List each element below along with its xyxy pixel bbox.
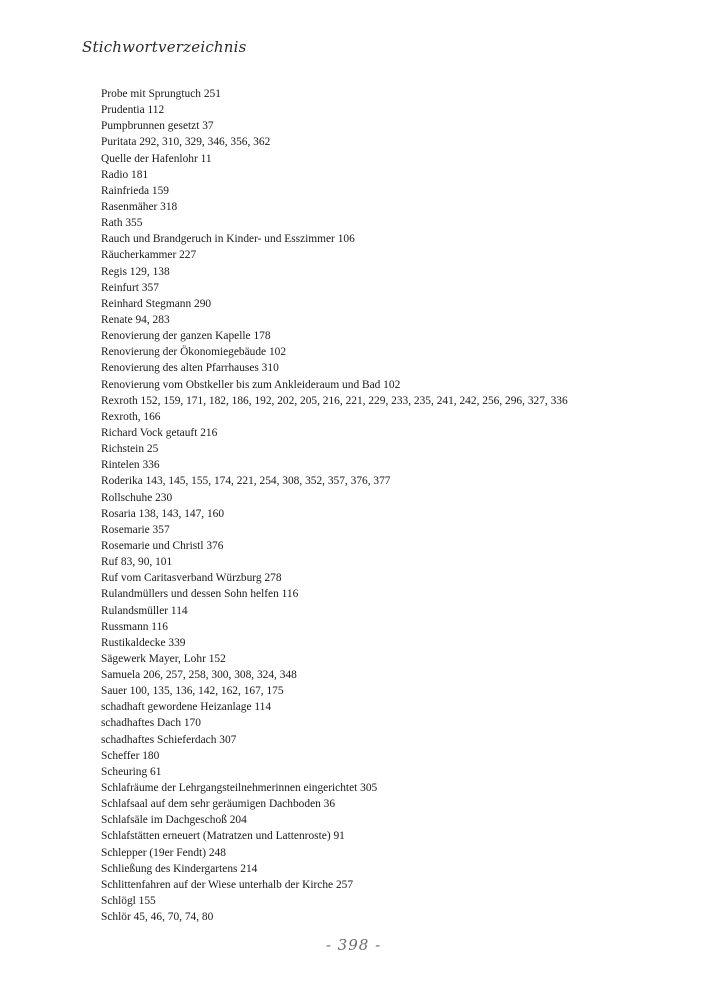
index-entry: Radio 181 [101, 168, 149, 181]
index-entry: Schlögl 155 [101, 895, 156, 908]
index-entry: Schlittenfahren auf der Wiese unterhalb der Kirche 257 [101, 878, 354, 891]
running-head: Stichwortverzeichnis [82, 38, 247, 56]
index-entry: Regis 129, 138 [101, 265, 170, 278]
index-entry: Sägewerk Mayer, Lohr 152 [101, 652, 226, 665]
index-entry: schadhaftes Schieferdach 307 [101, 733, 237, 746]
index-entry: Puritata 292, 310, 329, 346, 356, 362 [101, 136, 271, 149]
index-entry: Renovierung der Ökonomiegebäude 102 [101, 346, 287, 359]
index-entry: Rulandsmüller 114 [101, 604, 188, 617]
index-entry: Rustikaldecke 339 [101, 636, 186, 649]
index-entry: Renovierung des alten Pfarrhauses 310 [101, 362, 279, 375]
index-entry: Renovierung vom Obstkeller bis zum Ankleideraum und Bad 102 [101, 378, 401, 391]
index-entry: Ruf 83, 90, 101 [101, 556, 173, 569]
index-entry: Rosemarie und Christl 376 [101, 539, 224, 552]
index-entry: Ruf vom Caritasverband Würzburg 278 [101, 572, 282, 585]
index-entry: Rosemarie 357 [101, 523, 170, 536]
page-number: - 398 - [325, 936, 382, 954]
index-entry: Rauch und Brandgeruch in Kinder- und Esszimmer 106 [101, 233, 355, 246]
index-entry-list [101, 86, 568, 925]
index-entry: Renovierung der ganzen Kapelle 178 [101, 330, 271, 343]
index-entry: schadhaft gewordene Heizanlage 114 [101, 701, 272, 714]
index-entry: Richard Vock getauft 216 [101, 426, 218, 439]
index-entry: Räucherkammer 227 [101, 249, 197, 262]
index-entry: Schließung des Kindergartens 214 [101, 862, 258, 875]
index-entry: Schlafsäle im Dachgeschoß 204 [101, 814, 247, 827]
index-entry: Russmann 116 [101, 620, 168, 633]
index-entry: Reinhard Stegmann 290 [101, 297, 212, 310]
index-entry: Reinfurt 357 [101, 281, 159, 294]
index-entry: Sauer 100, 135, 136, 142, 162, 167, 175 [101, 685, 284, 698]
index-entry: Rexroth 152, 159, 171, 182, 186, 192, 202, 205, 216, 221, 229, 233, 235, 241, 242, 256, 296, 327, 336 [101, 394, 568, 407]
index-entry: Renate 94, 283 [101, 313, 170, 326]
index-entry: Schlafräume der Lehrgangsteilnehmerinnen eingerichtet 305 [101, 782, 378, 795]
index-entry: Rainfrieda 159 [101, 184, 170, 197]
index-entry: Rexroth, 166 [101, 410, 161, 423]
index-entry: Scheuring 61 [101, 765, 162, 778]
index-entry: Samuela 206, 257, 258, 300, 308, 324, 348 [101, 669, 297, 682]
index-entry: Prudentia 112 [101, 104, 165, 117]
index-entry: Schlafsaal auf dem sehr geräumigen Dachboden 36 [101, 798, 336, 811]
index-entry: Roderika 143, 145, 155, 174, 221, 254, 308, 352, 357, 376, 377 [101, 475, 391, 488]
index-entry: Pumpbrunnen gesetzt 37 [101, 120, 214, 133]
index-entry: Schlepper (19er Fendt) 248 [101, 846, 226, 859]
index-entry: Scheffer 180 [101, 749, 160, 762]
index-entry: Rintelen 336 [101, 459, 160, 472]
index-entry: Richstein 25 [101, 443, 159, 456]
index-entry: Rath 355 [101, 217, 143, 230]
index-entry: Rulandmüllers und dessen Sohn helfen 116 [101, 588, 299, 601]
index-entry: Rasenmäher 318 [101, 200, 178, 213]
index-entry: Quelle der Hafenlohr 11 [101, 152, 212, 165]
index-entry: Schlafstätten erneuert (Matratzen und Lattenroste) 91 [101, 830, 345, 843]
index-entry: Rollschuhe 230 [101, 491, 173, 504]
index-entry: Rosaria 138, 143, 147, 160 [101, 507, 225, 520]
index-entry: Probe mit Sprungtuch 251 [101, 88, 221, 100]
index-entry: schadhaftes Dach 170 [101, 717, 201, 730]
index-entry: Schlör 45, 46, 70, 74, 80 [101, 911, 214, 924]
